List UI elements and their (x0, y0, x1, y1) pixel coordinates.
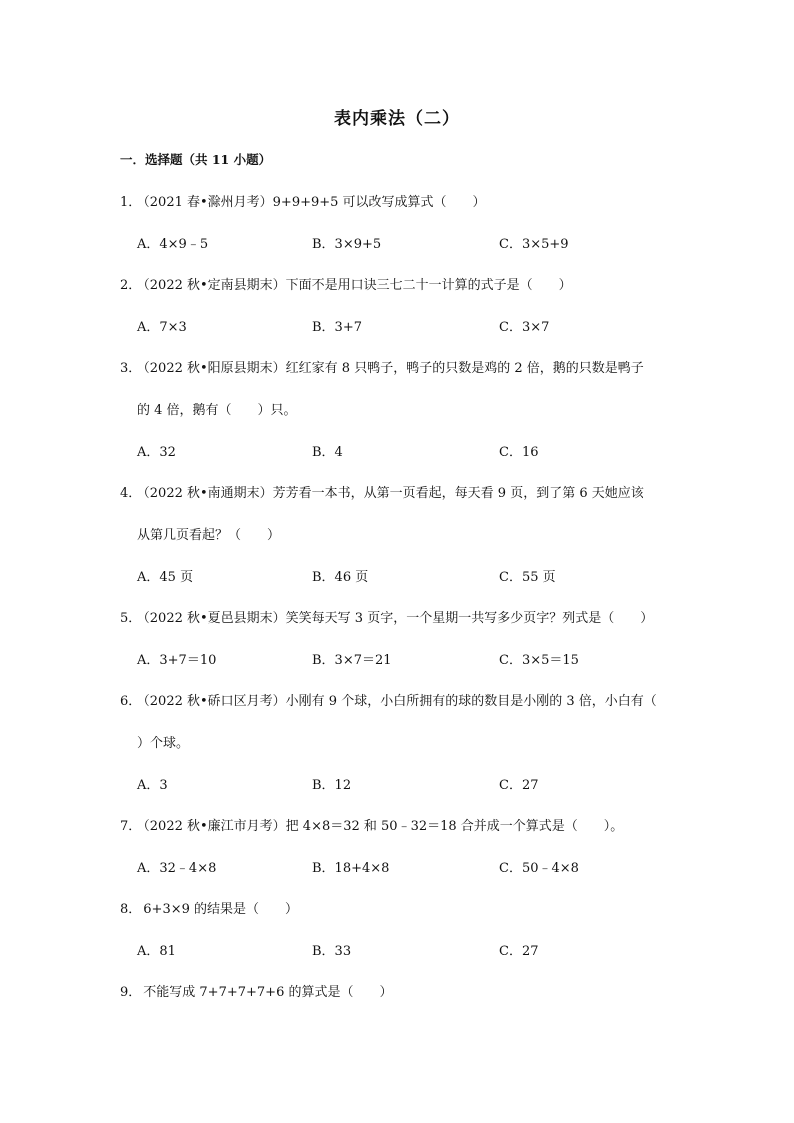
question-text: （2022 秋•廉江市月考）把 4×8＝32 和 50﹣32＝18 合并成一个算式是（ ）。 (143, 819, 624, 834)
question-1-option-a: A．4×9﹣5 (137, 237, 209, 252)
question-2 (120, 274, 572, 293)
question-3-option-a: A．32 (137, 445, 176, 460)
question-7 (120, 815, 623, 834)
question-2-option-c: C．3×7 (499, 320, 550, 335)
question-4-continuation: 从第几页看起？（ ） (137, 528, 281, 543)
question-6-continuation: ）个球。 (137, 736, 190, 751)
question-number: 6． (120, 694, 142, 709)
page-title: 表内乘法（二） (334, 109, 460, 129)
question-2-option-a: A．7×3 (137, 320, 187, 335)
question-text: 6+3×9 的结果是（ ） (143, 902, 299, 917)
question-1-option-c: C．3×5+9 (499, 237, 569, 252)
section-heading: 一．选择题（共 11 小题） (120, 152, 272, 167)
question-8 (120, 898, 298, 917)
question-number: 8． (120, 902, 142, 917)
question-7-option-b: B．18+4×8 (312, 861, 390, 876)
question-text: （2022 秋•夏邑县期末）笑笑每天写 3 页字，一个星期一共写多少页字？列式是（ ） (143, 611, 654, 626)
question-2-option-b: B．3+7 (312, 320, 362, 335)
question-3-option-b: B．4 (312, 445, 343, 460)
question-6-option-c: C．27 (499, 778, 539, 793)
question-text: （2022 秋•硚口区月考）小刚有 9 个球，小白所拥有的球的数目是小刚的 3 倍，小白有（ (143, 694, 657, 709)
question-1 (120, 191, 486, 210)
question-5 (120, 607, 653, 626)
question-5-option-a: A．3+7＝10 (137, 653, 217, 668)
question-6-option-a: A．3 (137, 778, 168, 793)
question-4-option-b: B．46 页 (312, 570, 369, 585)
question-number: 1． (120, 195, 142, 210)
question-number: 3． (120, 361, 142, 376)
question-9 (120, 981, 392, 1000)
question-7-option-a: A．32﹣4×8 (137, 861, 217, 876)
question-text: 不能写成 7+7+7+7+6 的算式是（ ） (143, 985, 393, 1000)
question-7-option-c: C．50﹣4×8 (499, 861, 579, 876)
question-8-option-c: C．27 (499, 944, 539, 959)
question-6-option-b: B．12 (312, 778, 352, 793)
question-4 (120, 482, 644, 501)
question-number: 7． (120, 819, 142, 834)
question-number: 5． (120, 611, 142, 626)
question-number: 2． (120, 278, 142, 293)
question-text: （2022 秋•定南县期末）下面不是用口诀三七二十一计算的式子是（ ） (143, 278, 572, 293)
question-8-option-a: A．81 (137, 944, 176, 959)
question-6 (120, 690, 657, 709)
question-number: 9． (120, 985, 142, 1000)
question-text: （2022 秋•南通期末）芳芳看一本书，从第一页看起，每天看 9 页，到了第 6 天她应该 (143, 486, 644, 501)
question-3-continuation: 的 4 倍，鹅有（ ）只。 (137, 403, 297, 418)
question-1-option-b: B．3×9+5 (312, 237, 382, 252)
question-number: 4． (120, 486, 142, 501)
question-4-option-a: A．45 页 (137, 570, 194, 585)
question-5-option-c: C．3×5＝15 (499, 653, 579, 668)
question-8-option-b: B．33 (312, 944, 352, 959)
question-3 (120, 357, 644, 376)
question-3-option-c: C．16 (499, 445, 539, 460)
question-text: （2021 春•滁州月考）9+9+9+5 可以改写成算式（ ） (143, 195, 486, 210)
question-5-option-b: B．3×7＝21 (312, 653, 392, 668)
question-4-option-c: C．55 页 (499, 570, 556, 585)
question-text: （2022 秋•阳原县期末）红红家有 8 只鸭子，鸭子的只数是鸡的 2 倍，鹅的只数是鸭子 (143, 361, 644, 376)
